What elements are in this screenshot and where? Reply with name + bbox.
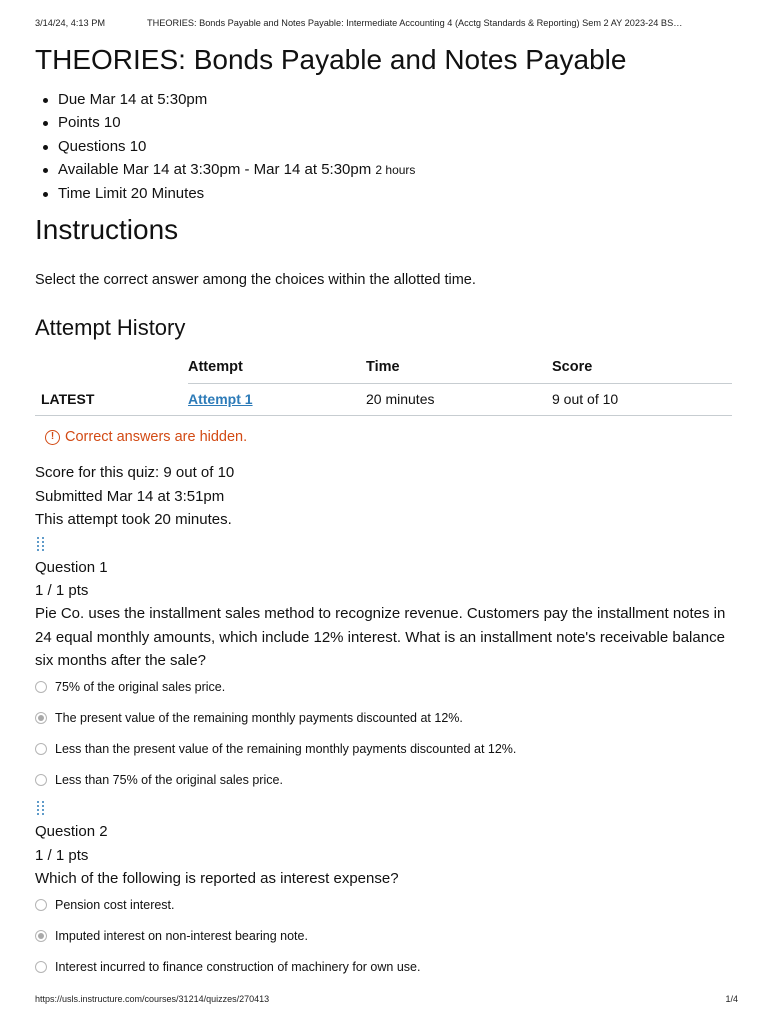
instructions-heading: Instructions (35, 214, 179, 245)
instructions-text: Select the correct answer among the choices within the allotted time. (35, 272, 476, 288)
duration-line: This attempt took 20 minutes. (35, 511, 232, 528)
print-url: https://usls.instructure.com/courses/31214/quizzes/270413 (35, 994, 270, 1004)
notice-text: Correct answers are hidden. (65, 429, 248, 445)
answer-text: Interest incurred to finance construction of machinery for own use. (55, 960, 421, 974)
question-1-answer-4[interactable] (35, 773, 283, 787)
column-header-attempt: Attempt (188, 351, 366, 383)
quiz-due: Due Mar 14 at 5:30pm (58, 90, 415, 113)
attempt-cell (188, 383, 366, 415)
quiz-question-count: Questions 10 (58, 137, 415, 160)
question-2-text: Which of the following is reported as interest expense? (35, 870, 399, 887)
answer-text: Imputed interest on non-interest bearing note. (55, 929, 308, 943)
attempt-time: 20 minutes (366, 383, 552, 415)
print-doc-title: THEORIES: Bonds Payable and Notes Payable: Intermediate Accounting 4 (Acctg Standards & Reporting) Sem 2 AY 2023-24 BS… (147, 18, 683, 28)
question-2-answer-3[interactable] (35, 960, 420, 974)
quiz-time-limit: Time Limit 20 Minutes (58, 184, 415, 207)
score-line: Score for this quiz: 9 out of 10 (35, 464, 235, 481)
column-header-score: Score (552, 351, 732, 383)
drag-handle-icon[interactable] (37, 537, 46, 552)
attempt-score: 9 out of 10 (552, 383, 732, 415)
radio-button[interactable] (35, 743, 47, 755)
question-1-answer-2[interactable] (35, 711, 463, 725)
print-datetime: 3/14/24, 4:13 PM (35, 18, 105, 28)
radio-button[interactable] (35, 899, 47, 911)
attempt-history-table (35, 351, 732, 416)
column-header-blank (35, 351, 188, 383)
answer-text: Less than the present value of the remaining monthly payments discounted at 12%. (55, 742, 517, 756)
warning-icon: ! (45, 430, 60, 445)
column-header-time: Time (366, 351, 552, 383)
radio-button[interactable] (35, 681, 47, 693)
question-2-label: Question 2 (35, 823, 108, 840)
question-1-answer-3[interactable] (35, 742, 516, 756)
question-1-label: Question 1 (35, 559, 108, 576)
correct-answers-hidden-notice (45, 429, 247, 445)
page-title: THEORIES: Bonds Payable and Notes Payable (35, 44, 627, 75)
quiz-score-summary (35, 463, 234, 534)
availability-duration: 2 hours (375, 163, 416, 178)
attempt-row-label: LATEST (35, 383, 188, 415)
radio-button[interactable] (35, 961, 47, 973)
print-header (35, 18, 738, 28)
radio-button-selected[interactable] (35, 712, 47, 724)
answer-text: 75% of the original sales price. (55, 680, 226, 694)
quiz-details-list (58, 90, 415, 207)
question-2-points: 1 / 1 pts (35, 847, 89, 864)
question-1-points: 1 / 1 pts (35, 582, 89, 599)
attempt-history-heading: Attempt History (35, 315, 186, 340)
question-1-text: Pie Co. uses the installment sales method to recognize revenue. Customers pay the installment notes in 24 equal monthly amounts, which include 12% interest. What is an installment note's receivable balance six months after the sale? (35, 605, 726, 669)
table-header-row (35, 351, 732, 383)
answer-text: The present value of the remaining monthly payments discounted at 12%. (55, 711, 463, 725)
radio-button[interactable] (35, 774, 47, 786)
question-2-answer-1[interactable] (35, 898, 175, 912)
question-2-answer-2[interactable] (35, 929, 308, 943)
attempt-link[interactable]: Attempt 1 (188, 391, 253, 407)
drag-handle-icon[interactable] (37, 801, 46, 816)
table-row (35, 383, 732, 415)
radio-button-selected[interactable] (35, 930, 47, 942)
print-footer (35, 994, 738, 1004)
submitted-line: Submitted Mar 14 at 3:51pm (35, 487, 225, 505)
page-number: 1/4 (725, 994, 738, 1004)
answer-text: Pension cost interest. (55, 898, 175, 912)
quiz-points: Points 10 (58, 113, 415, 136)
question-1-answer-1[interactable] (35, 680, 225, 694)
answer-text: Less than 75% of the original sales price. (55, 773, 283, 787)
quiz-availability (58, 160, 415, 183)
availability-window: Available Mar 14 at 3:30pm - Mar 14 at 5:30pm (58, 161, 372, 179)
